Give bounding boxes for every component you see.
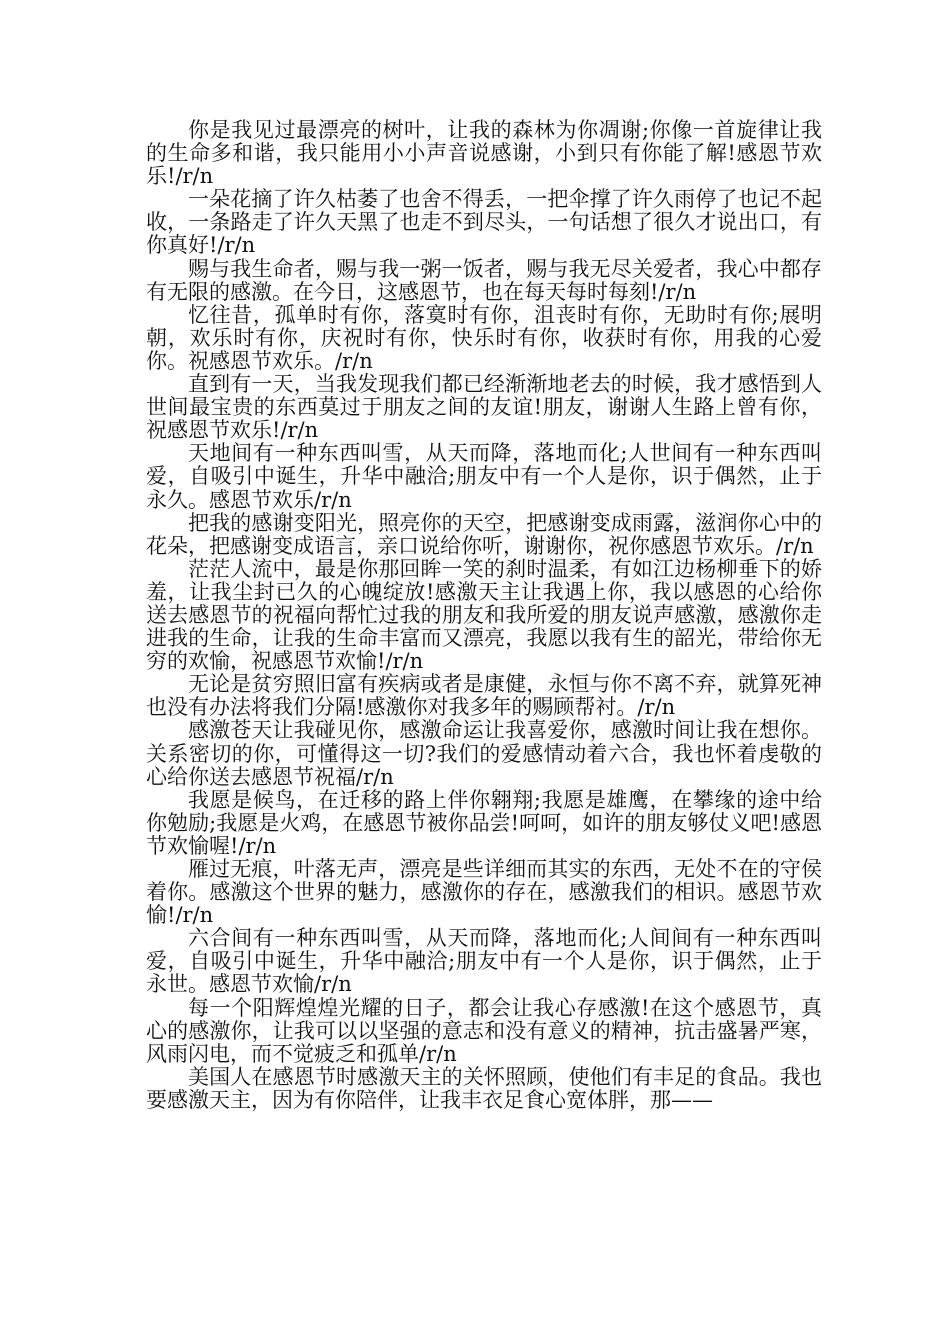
paragraph-13: 六合间有一种东西叫雪，从天而降，落地而化;人间间有一种东西叫爱，自吸引中诞生，升华中融洽;朋友中有一个人是你，识于偶然，止于永世。感恩节欢愉/r/n — [146, 926, 822, 997]
paragraph-1: 你是我见过最漂亮的树叶，让我的森林为你凋谢;你像一首旋律让我的生命多和谐，我只能用小小声音说感谢，小到只有你能了解!感恩节欢乐!/r/n — [146, 118, 822, 189]
paragraph-8: 茫茫人流中，最是你那回眸一笑的刹时温柔，有如江边杨柳垂下的娇羞，让我尘封已久的心魄绽放!感激天主让我遇上你，我以感恩的心给你送去感恩节的祝福向帮忙过我的朋友和我所爱的朋友说声感激，感激你走进我的生命，让我的生命丰富而又漂亮，我愿以我有生的韶光，带给你无穷的欢愉，祝感恩节欢愉!/r/n — [146, 556, 822, 674]
paragraph-4: 忆往昔，孤单时有你，落寞时有你，沮丧时有你，无助时有你;展明朝，欢乐时有你，庆祝时有你，快乐时有你，收获时有你，用我的心爱你。祝感恩节欢乐。/r/n — [146, 302, 822, 373]
paragraph-12: 雁过无痕，叶落无声，漂亮是些详细而其实的东西，无处不在的守侯着你。感激这个世界的魅力，感激你的存在，感激我们的相识。感恩节欢愉!/r/n — [146, 857, 822, 928]
paragraph-3: 赐与我生命者，赐与我一粥一饭者，赐与我无尽关爱者，我心中都存有无限的感激。在今日，这感恩节，也在每天每时每刻!/r/n — [146, 256, 822, 304]
document-body — [146, 119, 822, 1112]
paragraph-10: 感激苍天让我碰见你，感激命运让我喜爱你，感激时间让我在想你。关系密切的你，可懂得这一切?我们的爱感情动着六合，我也怀着虔敬的心给你送去感恩节祝福/r/n — [146, 718, 822, 789]
paragraph-6: 天地间有一种东西叫雪，从天而降，落地而化;人世间有一种东西叫爱，自吸引中诞生，升华中融洽;朋友中有一个人是你，识于偶然，止于永久。感恩节欢乐/r/n — [146, 441, 822, 512]
paragraph-11: 我愿是候鸟，在迁移的路上伴你翱翔;我愿是雄鹰，在攀缘的途中给你勉励;我愿是火鸡，在感恩节被你品尝!呵呵，如许的朋友够仗义吧!感恩节欢愉喔!/r/n — [146, 787, 822, 858]
paragraph-2: 一朵花摘了许久枯萎了也舍不得丢，一把伞撑了许久雨停了也记不起收，一条路走了许久天黑了也走不到尽头，一句话想了很久才说出口，有你真好!/r/n — [146, 187, 822, 258]
paragraph-15: 美国人在感恩节时感激天主的关怀照顾，使他们有丰足的食品。我也要感激天主，因为有你陪伴，让我丰衣足食心宽体胖，那—— — [146, 1064, 822, 1112]
paragraph-9: 无论是贫穷照旧富有疾病或者是康健，永恒与你不离不弃，就算死神也没有办法将我们分隔!感激你对我多年的赐顾帮衬。/r/n — [146, 672, 822, 720]
paragraph-14: 每一个阳辉煌煌光耀的日子，都会让我心存感激!在这个感恩节，真心的感激你，让我可以以坚强的意志和没有意义的精神，抗击盛暑严寒，风雨闪电，而不觉疲乏和孤单/r/n — [146, 995, 822, 1066]
paragraph-5: 直到有一天，当我发现我们都已经渐渐地老去的时候，我才感悟到人世间最宝贵的东西莫过于朋友之间的友谊!朋友，谢谢人生路上曾有你，祝感恩节欢乐!/r/n — [146, 372, 822, 443]
paragraph-7: 把我的感谢变阳光，照亮你的天空，把感谢变成雨露，滋润你心中的花朵，把感谢变成语言，亲口说给你听，谢谢你，祝你感恩节欢乐。/r/n — [146, 510, 822, 558]
